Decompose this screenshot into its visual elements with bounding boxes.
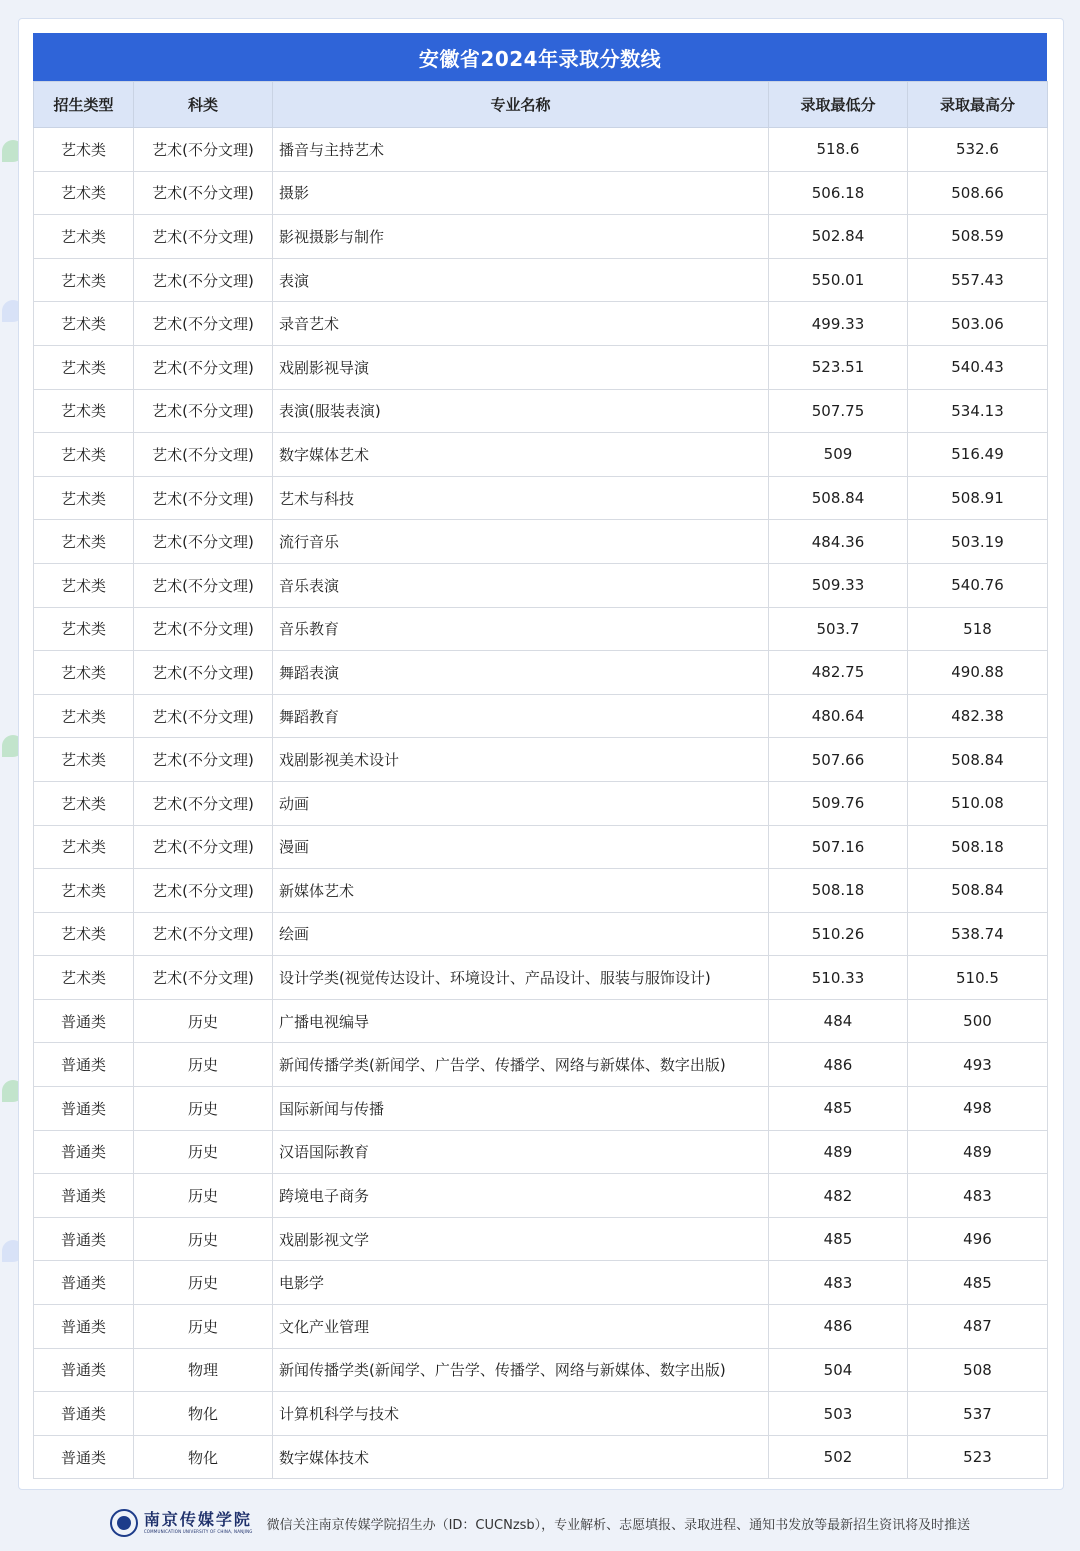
cell-max-score: 508 xyxy=(908,1348,1048,1392)
cell-subject: 艺术(不分文理) xyxy=(134,258,273,302)
cell-max-score: 508.91 xyxy=(908,476,1048,520)
cell-major: 新媒体艺术 xyxy=(273,869,769,913)
cell-max-score: 532.6 xyxy=(908,128,1048,172)
cell-type: 普通类 xyxy=(34,999,134,1043)
cell-min-score: 489 xyxy=(769,1130,908,1174)
cell-major: 艺术与科技 xyxy=(273,476,769,520)
table-row xyxy=(34,999,1048,1043)
table-row xyxy=(34,345,1048,389)
table-row xyxy=(34,912,1048,956)
cell-max-score: 518 xyxy=(908,607,1048,651)
cell-max-score: 557.43 xyxy=(908,258,1048,302)
cell-subject: 历史 xyxy=(134,1087,273,1131)
column-header-major: 专业名称 xyxy=(273,82,769,128)
cell-max-score: 496 xyxy=(908,1217,1048,1261)
cell-min-score: 486 xyxy=(769,1305,908,1349)
cell-subject: 艺术(不分文理) xyxy=(134,869,273,913)
cell-subject: 艺术(不分文理) xyxy=(134,345,273,389)
cell-subject: 艺术(不分文理) xyxy=(134,171,273,215)
cell-min-score: 482 xyxy=(769,1174,908,1218)
cell-subject: 物理 xyxy=(134,1348,273,1392)
cell-major: 文化产业管理 xyxy=(273,1305,769,1349)
cell-min-score: 509.33 xyxy=(769,563,908,607)
cell-type: 普通类 xyxy=(34,1217,134,1261)
cell-subject: 历史 xyxy=(134,1305,273,1349)
cell-min-score: 507.75 xyxy=(769,389,908,433)
cell-type: 普通类 xyxy=(34,1305,134,1349)
cell-major: 广播电视编导 xyxy=(273,999,769,1043)
cell-type: 艺术类 xyxy=(34,825,134,869)
cell-major: 新闻传播学类(新闻学、广告学、传播学、网络与新媒体、数字出版) xyxy=(273,1043,769,1087)
cell-major: 计算机科学与技术 xyxy=(273,1392,769,1436)
cell-min-score: 508.18 xyxy=(769,869,908,913)
cell-major: 影视摄影与制作 xyxy=(273,215,769,259)
cell-type: 艺术类 xyxy=(34,563,134,607)
cell-subject: 艺术(不分文理) xyxy=(134,825,273,869)
cell-max-score: 540.76 xyxy=(908,563,1048,607)
cell-major: 数字媒体技术 xyxy=(273,1435,769,1479)
cell-min-score: 499.33 xyxy=(769,302,908,346)
cell-major: 摄影 xyxy=(273,171,769,215)
table-row xyxy=(34,694,1048,738)
table-row xyxy=(34,215,1048,259)
table-row xyxy=(34,1130,1048,1174)
cell-subject: 艺术(不分文理) xyxy=(134,563,273,607)
cell-type: 艺术类 xyxy=(34,171,134,215)
cell-subject: 艺术(不分文理) xyxy=(134,302,273,346)
cell-subject: 艺术(不分文理) xyxy=(134,128,273,172)
cell-max-score: 523 xyxy=(908,1435,1048,1479)
cell-max-score: 508.84 xyxy=(908,869,1048,913)
table-row xyxy=(34,1087,1048,1131)
cell-subject: 物化 xyxy=(134,1435,273,1479)
cell-type: 普通类 xyxy=(34,1174,134,1218)
table-row xyxy=(34,1043,1048,1087)
table-row xyxy=(34,1261,1048,1305)
cell-max-score: 483 xyxy=(908,1174,1048,1218)
table-row xyxy=(34,651,1048,695)
cell-subject: 艺术(不分文理) xyxy=(134,781,273,825)
table-row xyxy=(34,825,1048,869)
cell-type: 艺术类 xyxy=(34,956,134,1000)
cell-max-score: 516.49 xyxy=(908,433,1048,477)
cell-max-score: 508.84 xyxy=(908,738,1048,782)
cell-min-score: 503.7 xyxy=(769,607,908,651)
cell-min-score: 504 xyxy=(769,1348,908,1392)
cell-max-score: 503.19 xyxy=(908,520,1048,564)
table-title: 安徽省2024年录取分数线 xyxy=(33,33,1047,81)
cell-subject: 历史 xyxy=(134,1043,273,1087)
cell-min-score: 503 xyxy=(769,1392,908,1436)
logo-english-name: COMMUNICATION UNIVERSITY OF CHINA, NANJING xyxy=(143,1529,253,1534)
cell-type: 普通类 xyxy=(34,1043,134,1087)
cell-max-score: 508.18 xyxy=(908,825,1048,869)
cell-min-score: 485 xyxy=(769,1087,908,1131)
cell-major: 国际新闻与传播 xyxy=(273,1087,769,1131)
cell-type: 艺术类 xyxy=(34,433,134,477)
cell-max-score: 538.74 xyxy=(908,912,1048,956)
cell-max-score: 487 xyxy=(908,1305,1048,1349)
table-body xyxy=(34,128,1048,1479)
cell-major: 新闻传播学类(新闻学、广告学、传播学、网络与新媒体、数字出版) xyxy=(273,1348,769,1392)
table-row xyxy=(34,738,1048,782)
cell-max-score: 485 xyxy=(908,1261,1048,1305)
cell-major: 戏剧影视文学 xyxy=(273,1217,769,1261)
cell-type: 普通类 xyxy=(34,1087,134,1131)
cell-max-score: 489 xyxy=(908,1130,1048,1174)
cell-max-score: 503.06 xyxy=(908,302,1048,346)
table-row xyxy=(34,1435,1048,1479)
table-row xyxy=(34,1174,1048,1218)
cell-type: 艺术类 xyxy=(34,476,134,520)
cell-subject: 艺术(不分文理) xyxy=(134,651,273,695)
cell-min-score: 502 xyxy=(769,1435,908,1479)
cell-min-score: 510.26 xyxy=(769,912,908,956)
cell-min-score: 486 xyxy=(769,1043,908,1087)
cell-major: 戏剧影视美术设计 xyxy=(273,738,769,782)
table-row xyxy=(34,1217,1048,1261)
cell-major: 舞蹈教育 xyxy=(273,694,769,738)
cell-major: 汉语国际教育 xyxy=(273,1130,769,1174)
column-header-subject: 科类 xyxy=(134,82,273,128)
cell-min-score: 483 xyxy=(769,1261,908,1305)
cell-max-score: 498 xyxy=(908,1087,1048,1131)
cell-type: 艺术类 xyxy=(34,781,134,825)
cell-min-score: 484 xyxy=(769,999,908,1043)
cell-subject: 历史 xyxy=(134,1130,273,1174)
cell-subject: 艺术(不分文理) xyxy=(134,215,273,259)
cell-major: 电影学 xyxy=(273,1261,769,1305)
cell-min-score: 510.33 xyxy=(769,956,908,1000)
cell-type: 艺术类 xyxy=(34,912,134,956)
cell-subject: 物化 xyxy=(134,1392,273,1436)
cell-type: 普通类 xyxy=(34,1261,134,1305)
cell-type: 艺术类 xyxy=(34,128,134,172)
table-row xyxy=(34,171,1048,215)
cell-type: 艺术类 xyxy=(34,738,134,782)
cell-min-score: 507.16 xyxy=(769,825,908,869)
cell-subject: 艺术(不分文理) xyxy=(134,956,273,1000)
cell-min-score: 518.6 xyxy=(769,128,908,172)
cell-type: 艺术类 xyxy=(34,651,134,695)
cell-min-score: 523.51 xyxy=(769,345,908,389)
cell-type: 艺术类 xyxy=(34,694,134,738)
cell-major: 表演(服装表演) xyxy=(273,389,769,433)
cell-type: 艺术类 xyxy=(34,302,134,346)
score-table xyxy=(33,81,1048,1479)
cell-type: 艺术类 xyxy=(34,389,134,433)
cell-min-score: 480.64 xyxy=(769,694,908,738)
cell-major: 戏剧影视导演 xyxy=(273,345,769,389)
cell-max-score: 510.08 xyxy=(908,781,1048,825)
cell-min-score: 508.84 xyxy=(769,476,908,520)
cell-major: 音乐表演 xyxy=(273,563,769,607)
cell-subject: 艺术(不分文理) xyxy=(134,389,273,433)
cell-min-score: 507.66 xyxy=(769,738,908,782)
cell-max-score: 500 xyxy=(908,999,1048,1043)
cell-max-score: 540.43 xyxy=(908,345,1048,389)
cell-subject: 艺术(不分文理) xyxy=(134,476,273,520)
cell-min-score: 502.84 xyxy=(769,215,908,259)
table-row xyxy=(34,781,1048,825)
table-row xyxy=(34,563,1048,607)
cell-type: 普通类 xyxy=(34,1130,134,1174)
cell-min-score: 485 xyxy=(769,1217,908,1261)
cell-type: 艺术类 xyxy=(34,607,134,651)
table-row xyxy=(34,1348,1048,1392)
cell-major: 绘画 xyxy=(273,912,769,956)
cell-type: 艺术类 xyxy=(34,345,134,389)
column-header-min-score: 录取最低分 xyxy=(769,82,908,128)
cell-subject: 艺术(不分文理) xyxy=(134,520,273,564)
cell-subject: 艺术(不分文理) xyxy=(134,738,273,782)
cell-major: 舞蹈表演 xyxy=(273,651,769,695)
cell-max-score: 537 xyxy=(908,1392,1048,1436)
footer xyxy=(0,1495,1080,1551)
table-row xyxy=(34,607,1048,651)
cell-subject: 艺术(不分文理) xyxy=(134,694,273,738)
cell-major: 播音与主持艺术 xyxy=(273,128,769,172)
cell-subject: 艺术(不分文理) xyxy=(134,912,273,956)
logo-chinese-name: 南京传媒学院 xyxy=(143,1510,252,1529)
cell-major: 动画 xyxy=(273,781,769,825)
table-row xyxy=(34,433,1048,477)
table-row xyxy=(34,1305,1048,1349)
cell-type: 艺术类 xyxy=(34,869,134,913)
table-row xyxy=(34,869,1048,913)
cell-max-score: 508.59 xyxy=(908,215,1048,259)
cell-subject: 艺术(不分文理) xyxy=(134,607,273,651)
column-header-max-score: 录取最高分 xyxy=(908,82,1048,128)
cell-type: 艺术类 xyxy=(34,258,134,302)
cell-min-score: 550.01 xyxy=(769,258,908,302)
cell-major: 流行音乐 xyxy=(273,520,769,564)
university-logo xyxy=(110,1509,253,1537)
column-header-type: 招生类型 xyxy=(34,82,134,128)
cell-max-score: 508.66 xyxy=(908,171,1048,215)
cell-major: 表演 xyxy=(273,258,769,302)
table-row xyxy=(34,258,1048,302)
table-row xyxy=(34,389,1048,433)
cell-max-score: 510.5 xyxy=(908,956,1048,1000)
table-row xyxy=(34,302,1048,346)
cell-min-score: 482.75 xyxy=(769,651,908,695)
cell-type: 普通类 xyxy=(34,1348,134,1392)
cell-type: 普通类 xyxy=(34,1392,134,1436)
cell-subject: 历史 xyxy=(134,1217,273,1261)
cell-major: 音乐教育 xyxy=(273,607,769,651)
cell-major: 跨境电子商务 xyxy=(273,1174,769,1218)
footer-note: 微信关注南京传媒学院招生办（ID：CUCNzsb），专业解析、志愿填报、录取进程、通知书发放等最新招生资讯将及时推送 xyxy=(266,1517,971,1533)
cell-max-score: 493 xyxy=(908,1043,1048,1087)
table-row xyxy=(34,520,1048,564)
cell-max-score: 482.38 xyxy=(908,694,1048,738)
cell-min-score: 509 xyxy=(769,433,908,477)
cell-min-score: 506.18 xyxy=(769,171,908,215)
university-seal-icon xyxy=(110,1509,138,1537)
cell-major: 数字媒体艺术 xyxy=(273,433,769,477)
table-header-row xyxy=(34,82,1048,128)
table-row xyxy=(34,956,1048,1000)
table-row xyxy=(34,1392,1048,1436)
cell-subject: 艺术(不分文理) xyxy=(134,433,273,477)
cell-min-score: 509.76 xyxy=(769,781,908,825)
table-row xyxy=(34,476,1048,520)
cell-major: 录音艺术 xyxy=(273,302,769,346)
cell-subject: 历史 xyxy=(134,1261,273,1305)
cell-max-score: 490.88 xyxy=(908,651,1048,695)
table-row xyxy=(34,128,1048,172)
cell-subject: 历史 xyxy=(134,999,273,1043)
cell-min-score: 484.36 xyxy=(769,520,908,564)
cell-max-score: 534.13 xyxy=(908,389,1048,433)
cell-major: 设计学类(视觉传达设计、环境设计、产品设计、服装与服饰设计) xyxy=(273,956,769,1000)
cell-type: 艺术类 xyxy=(34,520,134,564)
cell-major: 漫画 xyxy=(273,825,769,869)
cell-type: 艺术类 xyxy=(34,215,134,259)
cell-type: 普通类 xyxy=(34,1435,134,1479)
cell-subject: 历史 xyxy=(134,1174,273,1218)
